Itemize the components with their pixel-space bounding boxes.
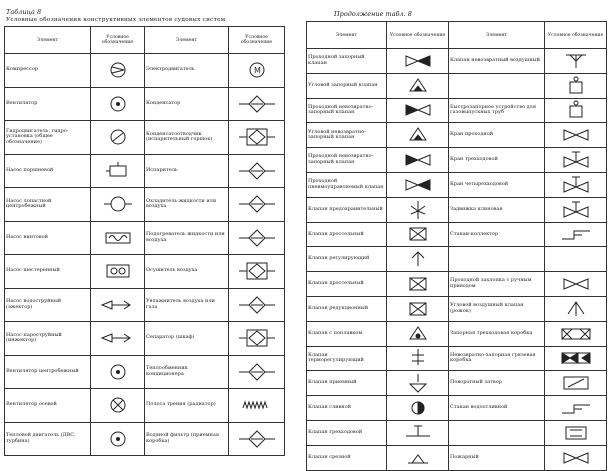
table-row: [307, 98, 607, 123]
header-element: Элемент: [5, 27, 91, 54]
element-name: Вентилятор центробежный: [5, 355, 91, 389]
table-row: [307, 396, 607, 421]
element-name: Насос шестеренный: [5, 255, 91, 289]
element-name: Поворотный затвор: [449, 371, 545, 396]
element-name: Конденсатоотводчик (испарительный горшок): [145, 121, 229, 155]
element-name: Подогреватель жидкости или воздуха: [145, 221, 229, 255]
table-row: [307, 346, 607, 371]
element-symbol: [545, 296, 607, 321]
ejector-icon: [98, 327, 138, 349]
element-symbol: [91, 87, 145, 121]
diamond-filter-icon: [237, 294, 277, 316]
element-symbol: [545, 73, 607, 98]
step-icon: [556, 397, 596, 419]
tank-icon: [556, 99, 596, 121]
table-caption: Таблица 8: [6, 8, 42, 16]
table-caption: Продолжение табл. 8: [334, 10, 412, 18]
element-name: Вентилятор осевой: [5, 389, 91, 423]
element-symbol: [91, 389, 145, 423]
header-element: Элемент: [307, 22, 387, 49]
element-symbol: [229, 255, 285, 289]
element-symbol: [387, 272, 449, 297]
thermo-icon: [398, 347, 438, 369]
valve-3way-icon: [556, 174, 596, 196]
valve-globe-icon: [398, 174, 438, 196]
element-symbol: [545, 98, 607, 123]
element-symbol: [91, 221, 145, 255]
element-symbol: [545, 49, 607, 74]
table-row: [5, 255, 285, 289]
header-element: Элемент: [449, 22, 545, 49]
element-symbol: [91, 255, 145, 289]
element-name: Стакан водоотливной: [449, 396, 545, 421]
element-symbol: [545, 396, 607, 421]
header-element: Элемент: [145, 27, 229, 54]
valve-globe-icon: [398, 50, 438, 72]
element-symbol: [387, 247, 449, 272]
tri-valve-icon: [398, 422, 438, 444]
table-row: [5, 121, 285, 155]
table-row: [5, 322, 285, 356]
table-title: Условные обозначения конструктивных элементов судовых систем: [6, 17, 226, 23]
step-icon: [556, 223, 596, 245]
element-name: Клапан предохранительный: [307, 197, 387, 222]
ejector-icon: [98, 294, 138, 316]
table-row: [5, 221, 285, 255]
element-symbol: [229, 54, 285, 88]
element-symbol: [387, 98, 449, 123]
table-row: [5, 422, 285, 456]
element-name: Насос поршневой: [5, 154, 91, 188]
element-symbol: [387, 296, 449, 321]
element-name: Кран проходной: [449, 123, 545, 148]
table-row: [307, 445, 607, 470]
table-row: [307, 272, 607, 297]
table-row: [5, 288, 285, 322]
header-symbol: Условное обозначение: [387, 22, 449, 49]
element-name: [449, 73, 545, 98]
element-name: Увлажнитель воздуха или газа: [145, 288, 229, 322]
element-symbol: [91, 322, 145, 356]
box-x-icon: [398, 298, 438, 320]
element-symbol: [387, 346, 449, 371]
element-name: Стакан-коллектор: [449, 222, 545, 247]
element-name: Осушитель воздуха: [145, 255, 229, 289]
diamond-filter-icon: [237, 428, 277, 450]
table-row: [307, 321, 607, 346]
element-symbol: [91, 355, 145, 389]
svg-text:M: M: [253, 66, 261, 76]
element-name: Клапан редукционный: [307, 296, 387, 321]
valve-nr-icon: [398, 149, 438, 171]
element-symbol: [229, 87, 285, 121]
element-name: Насос пароструйный (инжектор): [5, 322, 91, 356]
element-symbol: [545, 197, 607, 222]
circle-left-icon: [98, 193, 138, 215]
element-name: Угловой невозвратно-запорный клапан: [307, 123, 387, 148]
element-name: Быстрозапорное устройство для газовыпускных труб: [449, 98, 545, 123]
element-symbol: [545, 247, 607, 272]
element-name: Клапан терморегулирующий: [307, 346, 387, 371]
valve-angle-r-icon: [556, 298, 596, 320]
table-row: [307, 247, 607, 272]
circle-dot-icon: [98, 361, 138, 383]
box-rot-icon: [556, 372, 596, 394]
element-name: Клапан дроссельный: [307, 272, 387, 297]
element-name: Клапан дроссельный: [307, 222, 387, 247]
element-name: Проходной невозвратно-запорный клапан: [307, 98, 387, 123]
diamond-box-icon: [237, 260, 277, 282]
element-name: Компрессор: [5, 54, 91, 88]
element-symbol: [387, 222, 449, 247]
circle-arrow-icon: [98, 126, 138, 148]
element-name: Проходной невозвратно-запорный клапан: [307, 148, 387, 173]
element-symbol: [545, 346, 607, 371]
table-row: [5, 389, 285, 423]
symbols-table-right: [306, 21, 607, 471]
element-name: Запорная трехходовая коробка: [449, 321, 545, 346]
table-row: [5, 154, 285, 188]
circle-dot-icon: [98, 428, 138, 450]
gear-icon: [98, 260, 138, 282]
table-row: [5, 54, 285, 88]
header-symbol: Условное обозначение: [229, 27, 285, 54]
compressor-icon: [98, 59, 138, 81]
circle-half-icon: [398, 397, 438, 419]
element-name: Клапан с поплавком: [307, 321, 387, 346]
box-flag-icon: [556, 422, 596, 444]
element-name: Испаритель: [145, 154, 229, 188]
table-row: [5, 355, 285, 389]
element-symbol: [545, 272, 607, 297]
element-name: Клапан регулирующий: [307, 247, 387, 272]
element-symbol: [387, 197, 449, 222]
element-name: Конденсатор: [145, 87, 229, 121]
box-x-icon: [398, 273, 438, 295]
element-symbol: [229, 422, 285, 456]
element-symbol: [387, 148, 449, 173]
reg-icon: [398, 248, 438, 270]
element-symbol: [91, 121, 145, 155]
element-name: Клапан срезной: [307, 445, 387, 470]
element-symbol: [91, 288, 145, 322]
table-row: [307, 148, 607, 173]
element-symbol: [229, 389, 285, 423]
hydrant-icon: [398, 447, 438, 469]
element-name: Невозвратно-запорная грязевая коробка: [449, 346, 545, 371]
valve-nr-icon: [398, 99, 438, 121]
element-symbol: [387, 49, 449, 74]
table-row: [307, 172, 607, 197]
motor-icon: [237, 59, 277, 81]
element-symbol: [91, 54, 145, 88]
table-row: [5, 87, 285, 121]
screw-icon: [98, 227, 138, 249]
bowtie-icon: [556, 273, 596, 295]
valve-3way-icon: [556, 199, 596, 221]
diamond-filter-icon: [237, 227, 277, 249]
circle-x-icon: [98, 394, 138, 416]
table-row: [307, 73, 607, 98]
table-row: [307, 222, 607, 247]
element-name: Гидродвигатель, гидро-установка (общее обозначение): [5, 121, 91, 155]
float-icon: [398, 323, 438, 345]
safety-icon: [398, 199, 438, 221]
element-symbol: [545, 371, 607, 396]
box-xx-icon: [556, 323, 596, 345]
diamond-filter-icon: [237, 160, 277, 182]
diamond-filter-icon: [237, 361, 277, 383]
t-vent-icon: [556, 50, 596, 72]
element-name: Проходной запорный клапан: [307, 49, 387, 74]
box-xf-icon: [556, 347, 596, 369]
element-symbol: [387, 396, 449, 421]
element-name: Проходной захлопка с ручным приводом: [449, 272, 545, 297]
element-symbol: [91, 188, 145, 222]
pump-piston-icon: [98, 160, 138, 182]
element-name: Угловой запорный клапан: [307, 73, 387, 98]
valve-3way-icon: [556, 149, 596, 171]
element-name: Водяной фильтр (приемная коробка): [145, 422, 229, 456]
element-name: Клапан приемный: [307, 371, 387, 396]
table-row: [307, 420, 607, 445]
diamond-box-icon: [237, 126, 277, 148]
suction-icon: [398, 372, 438, 394]
element-name: Задвижка клиновая: [449, 197, 545, 222]
circle-dot-icon: [98, 93, 138, 115]
element-symbol: [229, 121, 285, 155]
element-symbol: [229, 355, 285, 389]
element-symbol: [229, 154, 285, 188]
element-name: Полоса трения (радиатор): [145, 389, 229, 423]
element-symbol: [229, 322, 285, 356]
element-symbol: [545, 445, 607, 470]
diamond-filter-icon: [237, 193, 277, 215]
table-row: [307, 371, 607, 396]
table-row: [307, 123, 607, 148]
diamond-box-icon: [237, 327, 277, 349]
header-symbol: Условное обозначение: [91, 27, 145, 54]
element-symbol: [387, 420, 449, 445]
element-symbol: [545, 420, 607, 445]
element-name: Пожарный: [449, 445, 545, 470]
bowtie-icon: [556, 124, 596, 146]
element-name: Кран трехходовой: [449, 148, 545, 173]
element-symbol: [545, 123, 607, 148]
element-symbol: [387, 445, 449, 470]
valve-angle-icon: [398, 124, 438, 146]
element-symbol: [229, 188, 285, 222]
element-name: Электродвигатель: [145, 54, 229, 88]
table-row: [5, 188, 285, 222]
header-symbol: Условное обозначение: [545, 22, 607, 49]
element-name: Кран четырехходовой: [449, 172, 545, 197]
element-symbol: [545, 148, 607, 173]
table-row: [307, 197, 607, 222]
symbols-table-left: [4, 26, 285, 456]
element-name: Клапан трехходовой: [307, 420, 387, 445]
table-header-row: [5, 27, 285, 54]
table-header-row: [307, 22, 607, 49]
table-row: [307, 49, 607, 74]
element-name: Клапан невозвратный воздушный: [449, 49, 545, 74]
element-symbol: [229, 288, 285, 322]
element-symbol: [229, 221, 285, 255]
diamond-filter-icon: [237, 93, 277, 115]
element-name: Угловой воздушный клапан (рожок): [449, 296, 545, 321]
element-name: Клапан сливной: [307, 396, 387, 421]
throttle-icon: [398, 223, 438, 245]
element-name: Проходной пневмоуправляемый клапан: [307, 172, 387, 197]
element-symbol: [387, 123, 449, 148]
element-symbol: [91, 422, 145, 456]
bowtie-icon: [556, 447, 596, 469]
element-symbol: [545, 222, 607, 247]
element-name: Насос лопастной центробежный: [5, 188, 91, 222]
element-symbol: [387, 73, 449, 98]
element-name: Сепаратор (шкаф): [145, 322, 229, 356]
table-row: [307, 296, 607, 321]
element-name: Насос винтовой: [5, 221, 91, 255]
element-name: Теплообменник кондиционера: [145, 355, 229, 389]
element-symbol: [91, 154, 145, 188]
element-name: Охладитель жидкости или воздуха: [145, 188, 229, 222]
element-symbol: [387, 371, 449, 396]
element-symbol: [545, 172, 607, 197]
valve-angle-icon: [398, 75, 438, 97]
radiator-icon: [237, 394, 277, 416]
element-name: Тепловой двигатель (ДВС, турбина): [5, 422, 91, 456]
element-symbol: [545, 321, 607, 346]
element-name: Насос водоструйный (эжектор): [5, 288, 91, 322]
element-symbol: [387, 321, 449, 346]
tank-icon: [556, 75, 596, 97]
element-name: Вентилятор: [5, 87, 91, 121]
element-name: [449, 247, 545, 272]
element-name: [449, 420, 545, 445]
element-symbol: [387, 172, 449, 197]
